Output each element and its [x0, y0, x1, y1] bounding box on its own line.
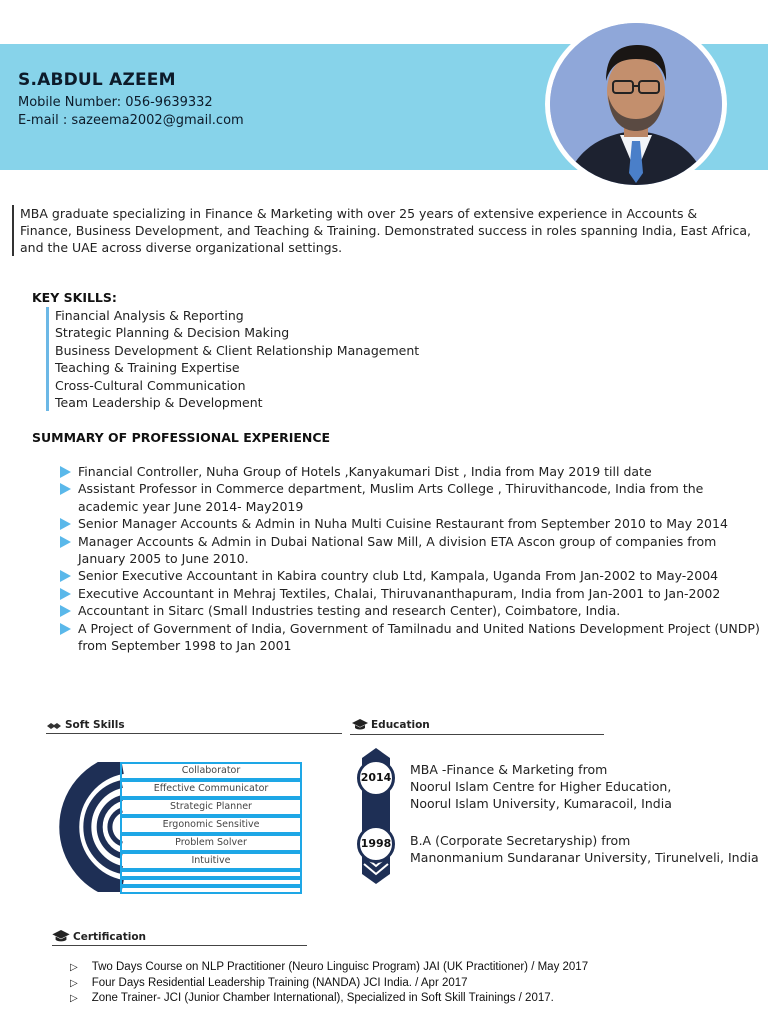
soft-skill-box: Effective Communicator [120, 780, 302, 798]
certification-text: Two Days Course on NLP Practitioner (Neuro Linguisc Program) JAI (UK Practitioner) / May 2017 [91, 961, 589, 973]
triangle-bullet-icon [60, 623, 71, 635]
triangle-bullet-icon [60, 536, 71, 548]
certification-item [70, 976, 588, 992]
soft-skill-box: Ergonomic Sensitive [120, 816, 302, 834]
key-skills-list [46, 307, 419, 411]
soft-skill-box [120, 878, 302, 886]
key-skill-item: Strategic Planning & Decision Making [46, 324, 419, 341]
education-line: Noorul Islam University, Kumaracoil, India [410, 796, 672, 811]
experience-item [60, 585, 760, 602]
experience-text: Senior Manager Accounts & Admin in Nuha Multi Cuisine Restaurant from September 2010 to May 2014 [78, 516, 728, 532]
certification-list [70, 960, 588, 1007]
education-line: Noorul Islam Centre for Higher Education, [410, 779, 672, 794]
mobile-number: 056-9639332 [125, 95, 213, 110]
experience-text: Financial Controller, Nuha Group of Hotels ,Kanyakumari Dist , India from May 2019 till date [78, 464, 652, 479]
year-badge: 1998 [357, 825, 395, 863]
experience-text: Accountant in Sitarc (Small Industries testing and research Center), Coimbatore, India. [78, 603, 621, 619]
handshake-icon [46, 720, 62, 730]
certification-heading [52, 930, 146, 943]
experience-item [60, 620, 760, 655]
experience-text: A Project of Government of India, Government of Tamilnadu and United Nations Development Project (UNDP) from September 1998 to Jan 2001 [78, 620, 760, 654]
experience-heading: SUMMARY OF PROFESSIONAL EXPERIENCE [32, 430, 331, 445]
experience-item [60, 602, 760, 619]
experience-text: Manager Accounts & Admin in Dubai National Saw Mill, A division ETA Ascon group of companies from January 2005 to June 2010. [78, 533, 717, 567]
soft-skill-box: Strategic Planner [120, 798, 302, 816]
education-entry [410, 761, 672, 812]
email-line [18, 113, 244, 128]
experience-list [60, 463, 760, 654]
candidate-name: S.ABDUL AZEEM [18, 70, 176, 90]
triangle-bullet-icon [60, 570, 71, 582]
profile-photo [545, 18, 727, 190]
triangle-bullet-icon [60, 518, 71, 530]
experience-text: Assistant Professor in Commerce department, Muslim Arts College , Thiruvithancode, India from the academic year June 2014- May2019 [78, 481, 704, 514]
education-line: Manonmanium Sundaranar University, Tirunelveli, India [410, 850, 759, 865]
experience-item [60, 533, 760, 568]
portrait-illustration [550, 23, 722, 185]
education-entry [410, 832, 759, 866]
soft-skills-arc-graphic [44, 762, 124, 892]
soft-skill-box [120, 870, 302, 878]
experience-text: Executive Accountant in Mehraj Textiles, Chalai, Thiruvananthapuram, India from Jan-2001 to Jan-2002 [78, 585, 721, 601]
key-skill-item: Team Leadership & Development [46, 394, 419, 411]
key-skill-item: Cross-Cultural Communication [46, 377, 419, 394]
triangle-outline-bullet-icon: ▷ [70, 962, 78, 973]
education-line: MBA -Finance & Marketing from [410, 762, 608, 777]
key-skill-item: Financial Analysis & Reporting [46, 307, 419, 324]
graduation-cap-icon [52, 930, 70, 943]
profile-summary: MBA graduate specializing in Finance & Marketing with over 25 years of extensive experience in Accounts & Finance, Business Development, and Teaching & Training. Demonstrated success in roles spanning India, East Africa, and the UAE across diverse organizational settings. [12, 205, 752, 256]
triangle-bullet-icon [60, 466, 71, 478]
certification-item [70, 991, 588, 1007]
key-skill-item: Teaching & Training Expertise [46, 359, 419, 376]
soft-skills-title-text: Soft Skills [65, 719, 125, 731]
certification-text: Four Days Residential Leadership Training (NANDA) JCI India. / Apr 2017 [91, 976, 468, 989]
triangle-outline-bullet-icon: ▷ [70, 977, 78, 989]
education-heading [352, 719, 430, 731]
graduation-cap-icon [352, 719, 368, 731]
triangle-bullet-icon [60, 605, 71, 617]
mobile-label: Mobile Number: [18, 95, 122, 110]
experience-item [60, 480, 760, 515]
certification-rule [52, 945, 307, 946]
experience-item [60, 463, 760, 480]
triangle-outline-bullet-icon: ▷ [70, 993, 78, 1004]
soft-skill-box [120, 886, 302, 894]
email-address[interactable]: sazeema2002@gmail.com [71, 113, 244, 128]
certification-item [70, 960, 588, 976]
certification-title-text: Certification [73, 930, 147, 943]
mobile-line [18, 95, 213, 110]
experience-item [60, 567, 760, 584]
soft-skills-heading [46, 719, 125, 731]
soft-skills-rule [46, 733, 342, 734]
key-skills-heading: KEY SKILLS: [32, 290, 117, 305]
key-skill-item: Business Development & Client Relationship Management [46, 342, 419, 359]
education-title-text: Education [371, 719, 430, 731]
experience-text: Senior Executive Accountant in Kabira country club Ltd, Kampala, Uganda From Jan-2002 to May-2004 [78, 568, 719, 584]
soft-skill-box: Problem Solver [120, 834, 302, 852]
triangle-bullet-icon [60, 588, 71, 600]
education-rule [350, 734, 604, 735]
soft-skill-box: Intuitive [120, 852, 302, 870]
soft-skill-box: Collaborator [120, 762, 302, 780]
certification-text: Zone Trainer- JCI (Junior Chamber International), Specialized in Soft Skill Trainings / 2017. [91, 992, 554, 1004]
year-badge: 2014 [357, 759, 395, 797]
triangle-bullet-icon [60, 483, 71, 495]
education-line: B.A (Corporate Secretaryship) from [410, 833, 631, 848]
email-label: E-mail : [18, 113, 68, 128]
experience-item [60, 515, 760, 532]
